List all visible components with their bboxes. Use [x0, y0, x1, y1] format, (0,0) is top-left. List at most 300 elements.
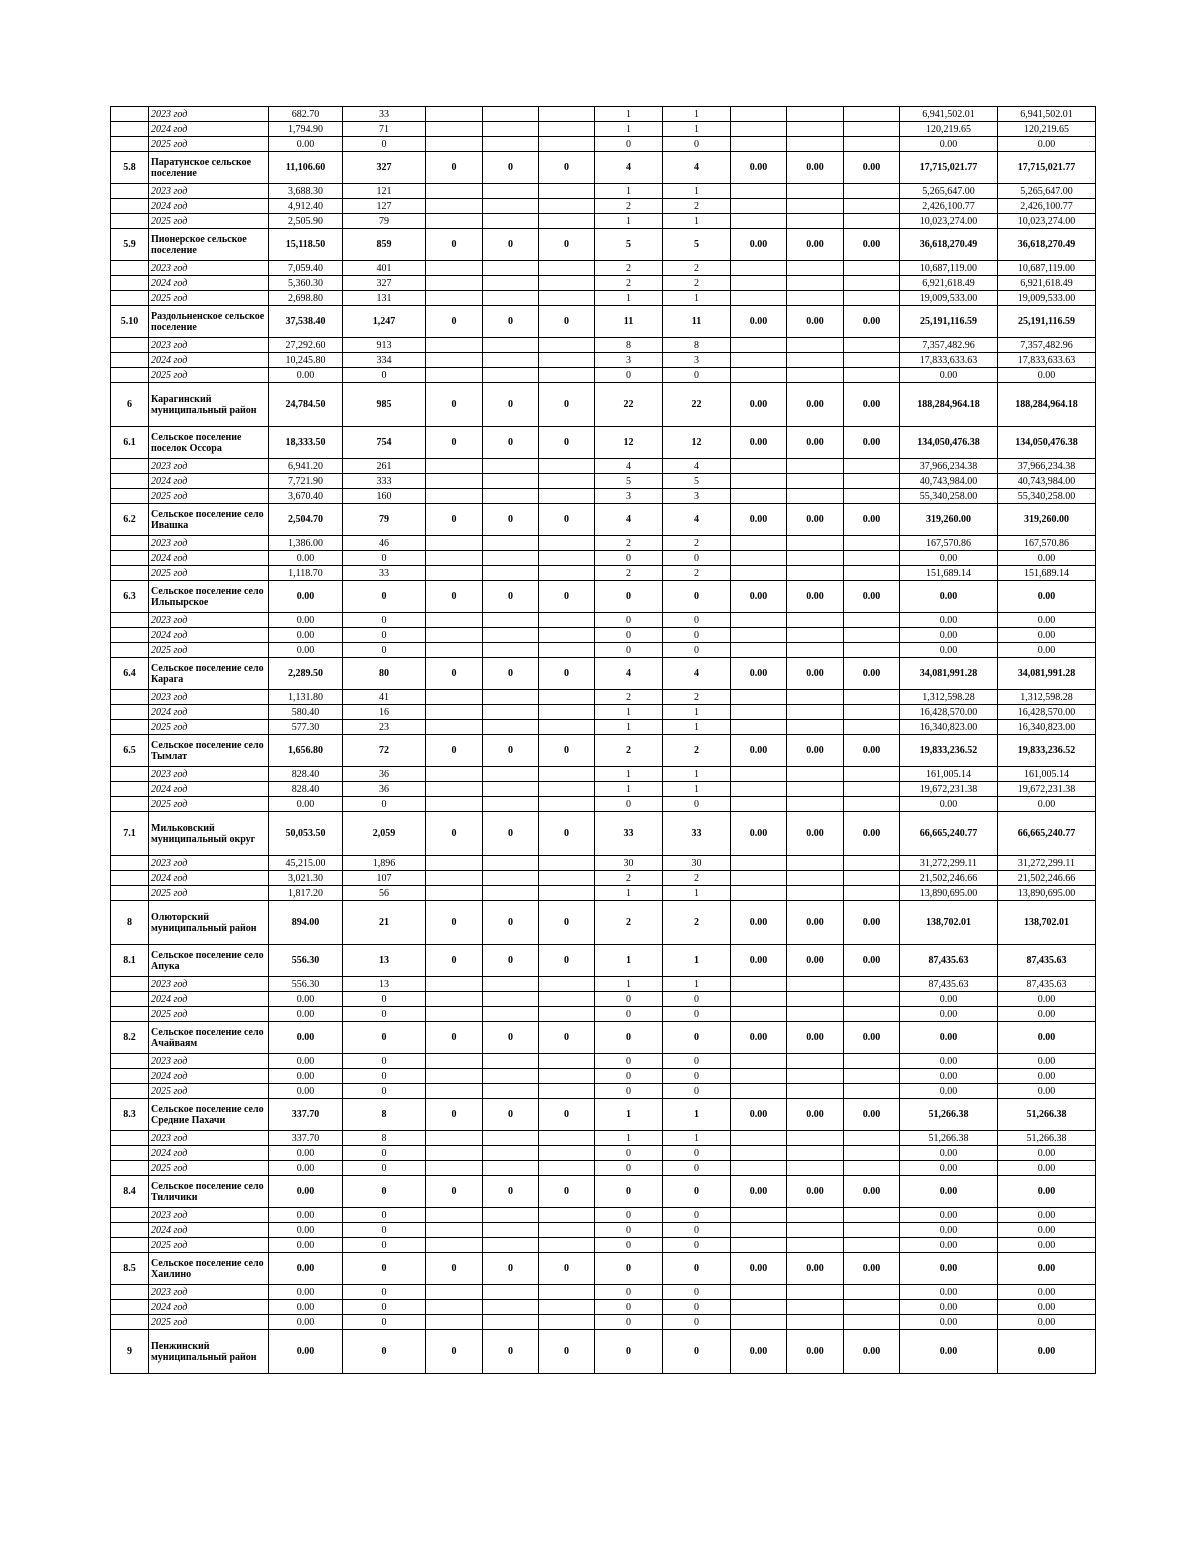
cell-total-cost: 0.00 [900, 137, 998, 152]
cell-col-5 [426, 1300, 483, 1315]
cell-row-name: 2023 год [149, 690, 269, 705]
cell-col-10 [731, 992, 787, 1007]
cell-col-7 [539, 690, 595, 705]
cell-col-10 [731, 276, 787, 291]
cell-houses-count-2: 0 [663, 368, 731, 383]
cell-col-7 [539, 199, 595, 214]
cell-col-12: 0.00 [844, 383, 900, 427]
cell-total-cost: 19,833,236.52 [900, 735, 998, 767]
table-row-group [111, 945, 1096, 977]
cell-people-count: 985 [343, 383, 426, 427]
cell-col-10 [731, 643, 787, 658]
cell-row-name: Сельское поселение село Тиличики [149, 1176, 269, 1208]
cell-col-12: 0.00 [844, 306, 900, 338]
cell-total-cost: 167,570.86 [900, 536, 998, 551]
cell-area-value: 0.00 [269, 1253, 343, 1285]
cell-houses-count-2: 5 [663, 229, 731, 261]
cell-col-11 [787, 261, 844, 276]
cell-col-6 [483, 1285, 539, 1300]
cell-total-cost-2: 0.00 [998, 368, 1096, 383]
table-row-year [111, 214, 1096, 229]
cell-area-value: 7,059.40 [269, 261, 343, 276]
cell-total-cost-2: 19,672,231.38 [998, 782, 1096, 797]
cell-people-count: 13 [343, 977, 426, 992]
cell-col-6 [483, 291, 539, 306]
cell-houses-count: 2 [595, 199, 663, 214]
cell-col-10: 0.00 [731, 1022, 787, 1054]
cell-houses-count: 4 [595, 152, 663, 184]
cell-col-12 [844, 474, 900, 489]
cell-total-cost-2: 151,689.14 [998, 566, 1096, 581]
cell-col-10 [731, 1069, 787, 1084]
cell-total-cost: 51,266.38 [900, 1131, 998, 1146]
cell-total-cost-2: 167,570.86 [998, 536, 1096, 551]
cell-col-11: 0.00 [787, 812, 844, 856]
table-row-year [111, 1146, 1096, 1161]
cell-col-12 [844, 536, 900, 551]
cell-col-6 [483, 1084, 539, 1099]
cell-total-cost-2: 25,191,116.59 [998, 306, 1096, 338]
cell-houses-count: 2 [595, 735, 663, 767]
cell-col-11: 0.00 [787, 504, 844, 536]
cell-col-12: 0.00 [844, 1253, 900, 1285]
cell-houses-count-2: 0 [663, 1007, 731, 1022]
cell-col-6 [483, 353, 539, 368]
cell-col-11 [787, 1146, 844, 1161]
cell-area-value: 0.00 [269, 1007, 343, 1022]
cell-col-12 [844, 1300, 900, 1315]
cell-col-6 [483, 628, 539, 643]
cell-col-6 [483, 992, 539, 1007]
cell-houses-count: 30 [595, 856, 663, 871]
cell-col-11: 0.00 [787, 1022, 844, 1054]
cell-houses-count-2: 1 [663, 767, 731, 782]
cell-houses-count: 11 [595, 306, 663, 338]
cell-total-cost: 37,966,234.38 [900, 459, 998, 474]
cell-col-12 [844, 613, 900, 628]
cell-col-12: 0.00 [844, 1099, 900, 1131]
cell-col-12 [844, 628, 900, 643]
cell-col-7 [539, 856, 595, 871]
cell-col-7 [539, 261, 595, 276]
cell-houses-count: 0 [595, 1069, 663, 1084]
cell-col-5 [426, 184, 483, 199]
cell-houses-count-2: 12 [663, 427, 731, 459]
cell-people-count: 0 [343, 137, 426, 152]
cell-people-count: 36 [343, 767, 426, 782]
cell-total-cost-2: 0.00 [998, 613, 1096, 628]
cell-col-12 [844, 459, 900, 474]
cell-col-5 [426, 992, 483, 1007]
cell-col-11 [787, 551, 844, 566]
cell-row-name: 2024 год [149, 1300, 269, 1315]
cell-col-5 [426, 199, 483, 214]
cell-row-number [111, 1223, 149, 1238]
cell-people-count: 327 [343, 152, 426, 184]
cell-col-7: 0 [539, 427, 595, 459]
cell-total-cost: 0.00 [900, 1223, 998, 1238]
cell-col-10 [731, 1208, 787, 1223]
table-row-group [111, 504, 1096, 536]
cell-total-cost-2: 120,219.65 [998, 122, 1096, 137]
cell-col-12 [844, 1238, 900, 1253]
cell-people-count: 56 [343, 886, 426, 901]
cell-col-6 [483, 1238, 539, 1253]
cell-col-5 [426, 122, 483, 137]
table-row-group [111, 1176, 1096, 1208]
cell-col-12: 0.00 [844, 812, 900, 856]
cell-col-11: 0.00 [787, 1330, 844, 1374]
cell-row-name: 2024 год [149, 1146, 269, 1161]
cell-houses-count-2: 1 [663, 122, 731, 137]
cell-houses-count-2: 4 [663, 152, 731, 184]
cell-col-5 [426, 705, 483, 720]
cell-col-6 [483, 1069, 539, 1084]
table-row-group [111, 812, 1096, 856]
table-row-year [111, 782, 1096, 797]
cell-col-10 [731, 856, 787, 871]
cell-row-name: 2023 год [149, 459, 269, 474]
cell-row-number [111, 199, 149, 214]
cell-row-number [111, 1208, 149, 1223]
cell-col-10 [731, 489, 787, 504]
cell-total-cost-2: 51,266.38 [998, 1131, 1096, 1146]
table-row-year [111, 977, 1096, 992]
cell-total-cost-2: 66,665,240.77 [998, 812, 1096, 856]
cell-people-count: 0 [343, 1285, 426, 1300]
table-row-year [111, 1069, 1096, 1084]
table-row-year [111, 338, 1096, 353]
cell-col-10 [731, 184, 787, 199]
cell-col-6: 0 [483, 901, 539, 945]
cell-total-cost-2: 55,340,258.00 [998, 489, 1096, 504]
cell-total-cost: 0.00 [900, 1253, 998, 1285]
cell-col-11 [787, 1007, 844, 1022]
cell-col-10 [731, 551, 787, 566]
cell-col-5: 0 [426, 735, 483, 767]
cell-total-cost-2: 5,265,647.00 [998, 184, 1096, 199]
cell-row-name: Карагинский муниципальный район [149, 383, 269, 427]
cell-houses-count: 1 [595, 945, 663, 977]
cell-row-number [111, 184, 149, 199]
cell-col-5 [426, 353, 483, 368]
cell-col-6: 0 [483, 812, 539, 856]
cell-col-10 [731, 122, 787, 137]
cell-col-12 [844, 551, 900, 566]
cell-col-10 [731, 797, 787, 812]
table-row-group [111, 306, 1096, 338]
table-row-year [111, 122, 1096, 137]
cell-col-10: 0.00 [731, 427, 787, 459]
cell-houses-count-2: 0 [663, 628, 731, 643]
cell-col-6: 0 [483, 229, 539, 261]
cell-row-number [111, 1007, 149, 1022]
cell-col-7 [539, 1208, 595, 1223]
cell-row-name: Раздольненское сельское поселение [149, 306, 269, 338]
cell-houses-count: 1 [595, 977, 663, 992]
table-row-year [111, 536, 1096, 551]
cell-houses-count-2: 0 [663, 1208, 731, 1223]
cell-people-count: 0 [343, 581, 426, 613]
cell-houses-count-2: 2 [663, 536, 731, 551]
cell-houses-count-2: 22 [663, 383, 731, 427]
cell-col-12 [844, 1161, 900, 1176]
cell-area-value: 0.00 [269, 581, 343, 613]
cell-area-value: 0.00 [269, 992, 343, 1007]
cell-col-7 [539, 782, 595, 797]
cell-area-value: 1,118.70 [269, 566, 343, 581]
cell-col-5 [426, 261, 483, 276]
cell-col-5: 0 [426, 306, 483, 338]
cell-row-number [111, 489, 149, 504]
cell-houses-count: 0 [595, 368, 663, 383]
cell-row-name: 2023 год [149, 536, 269, 551]
cell-area-value: 828.40 [269, 782, 343, 797]
cell-people-count: 8 [343, 1099, 426, 1131]
cell-col-5 [426, 643, 483, 658]
cell-total-cost-2: 19,009,533.00 [998, 291, 1096, 306]
cell-houses-count-2: 1 [663, 1099, 731, 1131]
cell-row-number [111, 1285, 149, 1300]
cell-total-cost: 40,743,984.00 [900, 474, 998, 489]
cell-people-count: 0 [343, 1176, 426, 1208]
cell-col-5 [426, 782, 483, 797]
cell-area-value: 0.00 [269, 613, 343, 628]
cell-total-cost: 0.00 [900, 628, 998, 643]
cell-col-7: 0 [539, 1330, 595, 1374]
cell-col-11 [787, 122, 844, 137]
cell-col-12 [844, 107, 900, 122]
cell-houses-count-2: 1 [663, 184, 731, 199]
cell-col-7 [539, 1315, 595, 1330]
cell-row-name: 2024 год [149, 782, 269, 797]
cell-houses-count-2: 0 [663, 1330, 731, 1374]
cell-people-count: 0 [343, 1146, 426, 1161]
cell-col-12 [844, 690, 900, 705]
cell-row-number [111, 137, 149, 152]
cell-area-value: 0.00 [269, 1146, 343, 1161]
cell-row-name: Мильковский муниципальный округ [149, 812, 269, 856]
cell-col-7 [539, 613, 595, 628]
cell-total-cost: 0.00 [900, 1238, 998, 1253]
cell-area-value: 0.00 [269, 551, 343, 566]
cell-people-count: 0 [343, 1330, 426, 1374]
cell-houses-count: 0 [595, 643, 663, 658]
cell-col-11: 0.00 [787, 581, 844, 613]
cell-col-5 [426, 1146, 483, 1161]
table-row-year [111, 797, 1096, 812]
cell-row-number [111, 797, 149, 812]
cell-houses-count-2: 0 [663, 797, 731, 812]
cell-col-11 [787, 459, 844, 474]
cell-area-value: 577.30 [269, 720, 343, 735]
cell-col-7 [539, 474, 595, 489]
cell-col-11 [787, 1285, 844, 1300]
cell-col-7: 0 [539, 658, 595, 690]
cell-col-10 [731, 782, 787, 797]
cell-houses-count: 2 [595, 690, 663, 705]
cell-col-5 [426, 338, 483, 353]
cell-col-11 [787, 1223, 844, 1238]
cell-col-12 [844, 1146, 900, 1161]
cell-col-11 [787, 1161, 844, 1176]
cell-row-name: 2025 год [149, 1315, 269, 1330]
cell-col-11: 0.00 [787, 383, 844, 427]
cell-col-6 [483, 368, 539, 383]
cell-houses-count: 2 [595, 536, 663, 551]
cell-people-count: 913 [343, 338, 426, 353]
cell-row-number: 8.5 [111, 1253, 149, 1285]
cell-houses-count-2: 1 [663, 782, 731, 797]
cell-area-value: 0.00 [269, 1330, 343, 1374]
cell-houses-count-2: 1 [663, 705, 731, 720]
cell-area-value: 0.00 [269, 1022, 343, 1054]
cell-col-5 [426, 720, 483, 735]
cell-total-cost: 25,191,116.59 [900, 306, 998, 338]
cell-total-cost-2: 13,890,695.00 [998, 886, 1096, 901]
cell-total-cost: 1,312,598.28 [900, 690, 998, 705]
cell-total-cost-2: 2,426,100.77 [998, 199, 1096, 214]
cell-col-7: 0 [539, 901, 595, 945]
cell-area-value: 0.00 [269, 1054, 343, 1069]
cell-total-cost: 0.00 [900, 1069, 998, 1084]
cell-total-cost: 188,284,964.18 [900, 383, 998, 427]
cell-row-number: 8.2 [111, 1022, 149, 1054]
cell-total-cost-2: 37,966,234.38 [998, 459, 1096, 474]
cell-houses-count: 0 [595, 1146, 663, 1161]
cell-houses-count-2: 0 [663, 1300, 731, 1315]
cell-area-value: 1,794.90 [269, 122, 343, 137]
cell-people-count: 0 [343, 613, 426, 628]
cell-col-10 [731, 353, 787, 368]
cell-col-12 [844, 566, 900, 581]
cell-col-12: 0.00 [844, 901, 900, 945]
cell-houses-count-2: 5 [663, 474, 731, 489]
cell-people-count: 0 [343, 643, 426, 658]
table-row-year [111, 291, 1096, 306]
cell-col-5 [426, 1315, 483, 1330]
cell-people-count: 0 [343, 1223, 426, 1238]
cell-col-7 [539, 107, 595, 122]
cell-houses-count: 0 [595, 1054, 663, 1069]
cell-col-6 [483, 459, 539, 474]
cell-col-7 [539, 992, 595, 1007]
cell-row-number [111, 1315, 149, 1330]
cell-row-name: 2024 год [149, 992, 269, 1007]
cell-row-number: 6 [111, 383, 149, 427]
cell-total-cost-2: 6,921,618.49 [998, 276, 1096, 291]
cell-area-value: 2,505.90 [269, 214, 343, 229]
cell-houses-count: 3 [595, 353, 663, 368]
cell-houses-count: 0 [595, 1300, 663, 1315]
table-row-year [111, 1007, 1096, 1022]
cell-row-number: 6.2 [111, 504, 149, 536]
cell-houses-count-2: 0 [663, 1238, 731, 1253]
cell-total-cost: 0.00 [900, 643, 998, 658]
cell-col-6 [483, 613, 539, 628]
cell-col-7 [539, 566, 595, 581]
cell-col-12 [844, 184, 900, 199]
cell-houses-count-2: 4 [663, 658, 731, 690]
cell-col-5 [426, 137, 483, 152]
cell-col-12 [844, 199, 900, 214]
cell-people-count: 8 [343, 1131, 426, 1146]
cell-col-6 [483, 489, 539, 504]
cell-people-count: 0 [343, 1161, 426, 1176]
cell-col-5 [426, 628, 483, 643]
cell-col-5: 0 [426, 812, 483, 856]
cell-people-count: 0 [343, 628, 426, 643]
cell-area-value: 6,941.20 [269, 459, 343, 474]
cell-col-7 [539, 1300, 595, 1315]
cell-col-10 [731, 1146, 787, 1161]
cell-total-cost-2: 138,702.01 [998, 901, 1096, 945]
cell-col-11 [787, 536, 844, 551]
cell-row-name: 2025 год [149, 1238, 269, 1253]
cell-col-12 [844, 137, 900, 152]
cell-houses-count: 1 [595, 1099, 663, 1131]
cell-row-name: Сельское поселение село Ильпырское [149, 581, 269, 613]
cell-area-value: 3,670.40 [269, 489, 343, 504]
cell-area-value: 2,504.70 [269, 504, 343, 536]
cell-row-name: 2025 год [149, 214, 269, 229]
cell-total-cost-2: 0.00 [998, 137, 1096, 152]
cell-col-5 [426, 276, 483, 291]
cell-col-7 [539, 122, 595, 137]
cell-col-5 [426, 551, 483, 566]
cell-houses-count: 1 [595, 122, 663, 137]
cell-col-12 [844, 992, 900, 1007]
cell-row-number: 5.10 [111, 306, 149, 338]
cell-total-cost: 0.00 [900, 1285, 998, 1300]
cell-col-5: 0 [426, 1099, 483, 1131]
cell-col-5 [426, 1285, 483, 1300]
cell-col-11: 0.00 [787, 229, 844, 261]
cell-total-cost-2: 6,941,502.01 [998, 107, 1096, 122]
cell-row-name: 2025 год [149, 1084, 269, 1099]
cell-row-number: 6.5 [111, 735, 149, 767]
cell-col-5: 0 [426, 1176, 483, 1208]
cell-col-11 [787, 628, 844, 643]
cell-houses-count: 33 [595, 812, 663, 856]
cell-people-count: 0 [343, 1253, 426, 1285]
cell-col-6: 0 [483, 1253, 539, 1285]
cell-total-cost-2: 0.00 [998, 1146, 1096, 1161]
cell-col-11: 0.00 [787, 1176, 844, 1208]
cell-col-11 [787, 184, 844, 199]
cell-area-value: 2,698.80 [269, 291, 343, 306]
cell-col-12 [844, 977, 900, 992]
cell-houses-count-2: 0 [663, 992, 731, 1007]
cell-area-value: 18,333.50 [269, 427, 343, 459]
cell-col-5 [426, 459, 483, 474]
cell-col-5 [426, 107, 483, 122]
cell-people-count: 79 [343, 214, 426, 229]
cell-col-6 [483, 1007, 539, 1022]
table-row-year [111, 1223, 1096, 1238]
cell-people-count: 71 [343, 122, 426, 137]
cell-total-cost: 0.00 [900, 1022, 998, 1054]
cell-col-11 [787, 107, 844, 122]
cell-total-cost-2: 87,435.63 [998, 945, 1096, 977]
cell-row-number [111, 1084, 149, 1099]
cell-row-name: 2023 год [149, 767, 269, 782]
cell-col-11 [787, 368, 844, 383]
cell-col-6: 0 [483, 152, 539, 184]
cell-area-value: 556.30 [269, 977, 343, 992]
cell-total-cost-2: 0.00 [998, 1315, 1096, 1330]
cell-col-6: 0 [483, 306, 539, 338]
